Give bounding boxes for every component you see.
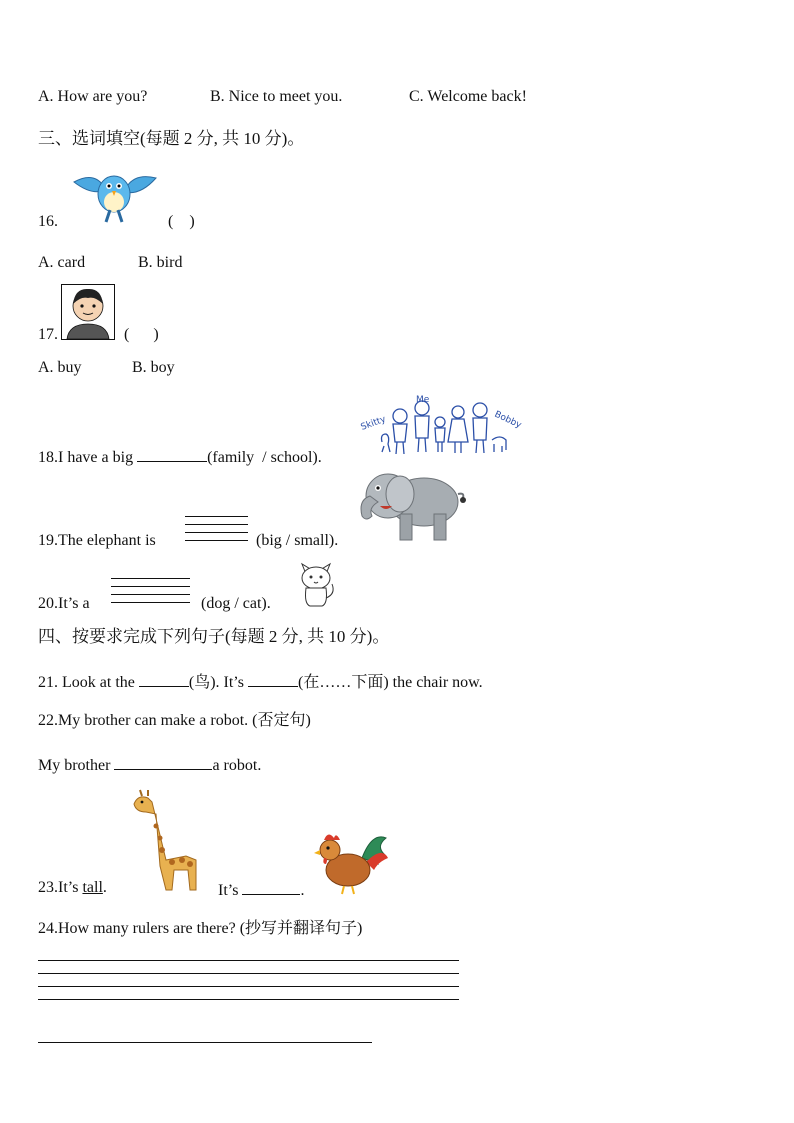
q17-option-a: A. buy bbox=[38, 359, 82, 376]
bird-picture bbox=[66, 166, 162, 228]
q18-prefix: 18.I have a big bbox=[38, 449, 138, 466]
q22-question: 22.My brother can make a robot. (否定句) bbox=[38, 712, 311, 729]
family-label-bobby: Bobby bbox=[492, 409, 523, 431]
q21-part3: (在……下面) the chair now. bbox=[297, 674, 483, 691]
rooster-picture bbox=[312, 828, 390, 894]
q22-part2: a robot. bbox=[212, 757, 262, 774]
q23-part4: . bbox=[300, 882, 305, 899]
q16-answer-paren[interactable]: ( ) bbox=[168, 213, 195, 230]
q19-answer-lines[interactable] bbox=[185, 516, 248, 548]
q19-prefix: 19.The elephant is bbox=[38, 532, 156, 549]
q18-answer-blank[interactable] bbox=[137, 447, 207, 462]
q23-part3: It’s bbox=[218, 882, 243, 899]
q23-part2: . bbox=[102, 879, 107, 896]
q20-answer-lines[interactable] bbox=[111, 578, 190, 610]
q23-underlined-word: tall bbox=[82, 879, 103, 896]
q24-question: 24.How many rulers are there? (抄写并翻译句子) bbox=[38, 920, 363, 937]
q23-answer bbox=[218, 880, 304, 899]
section-4-title: 四、按要求完成下列句子(每题 2 分, 共 10 分)。 bbox=[38, 627, 390, 646]
q16-number: 16. bbox=[38, 213, 58, 230]
q21-blank-2[interactable] bbox=[248, 672, 298, 687]
q21-line bbox=[38, 672, 483, 691]
family-label-skitty: Skitty bbox=[359, 414, 388, 433]
q24-translation-line[interactable] bbox=[38, 1042, 372, 1043]
option-a-q15: A. How are you? bbox=[38, 88, 148, 105]
q21-part1: 21. Look at the bbox=[38, 674, 139, 691]
q16-option-b: B. bird bbox=[138, 254, 183, 271]
q18-suffix: (family / school). bbox=[207, 449, 322, 466]
giraffe-picture bbox=[126, 790, 206, 894]
elephant-picture bbox=[356, 470, 468, 546]
family-picture bbox=[359, 395, 523, 458]
q19-suffix: (big / small). bbox=[256, 532, 339, 549]
q20-prefix: 20.It’s a bbox=[38, 595, 90, 612]
cat-picture bbox=[296, 560, 338, 608]
q23-blank[interactable] bbox=[242, 880, 300, 895]
q17-option-b: B. boy bbox=[132, 359, 175, 376]
q23-part1: 23.It’s bbox=[38, 879, 83, 896]
q18-line bbox=[38, 447, 322, 466]
q23-line bbox=[38, 880, 107, 896]
section-3-title: 三、选词填空(每题 2 分, 共 10 分)。 bbox=[38, 129, 305, 148]
family-label-me: Me bbox=[416, 395, 430, 405]
q17-answer-paren[interactable]: ( ) bbox=[124, 326, 159, 343]
boy-picture bbox=[61, 284, 115, 340]
q21-part2: (鸟). It’s bbox=[188, 674, 248, 691]
option-c-q15: C. Welcome back! bbox=[409, 88, 527, 105]
q22-blank[interactable] bbox=[114, 755, 212, 770]
q20-suffix: (dog / cat). bbox=[201, 595, 271, 612]
option-b-q15: B. Nice to meet you. bbox=[210, 88, 343, 105]
q21-blank-1[interactable] bbox=[139, 672, 189, 687]
q22-answer-line bbox=[38, 755, 261, 774]
q17-number: 17. bbox=[38, 326, 58, 343]
q24-writing-lines[interactable] bbox=[38, 960, 459, 1007]
q22-part1: My brother bbox=[38, 757, 115, 774]
q16-option-a: A. card bbox=[38, 254, 86, 271]
